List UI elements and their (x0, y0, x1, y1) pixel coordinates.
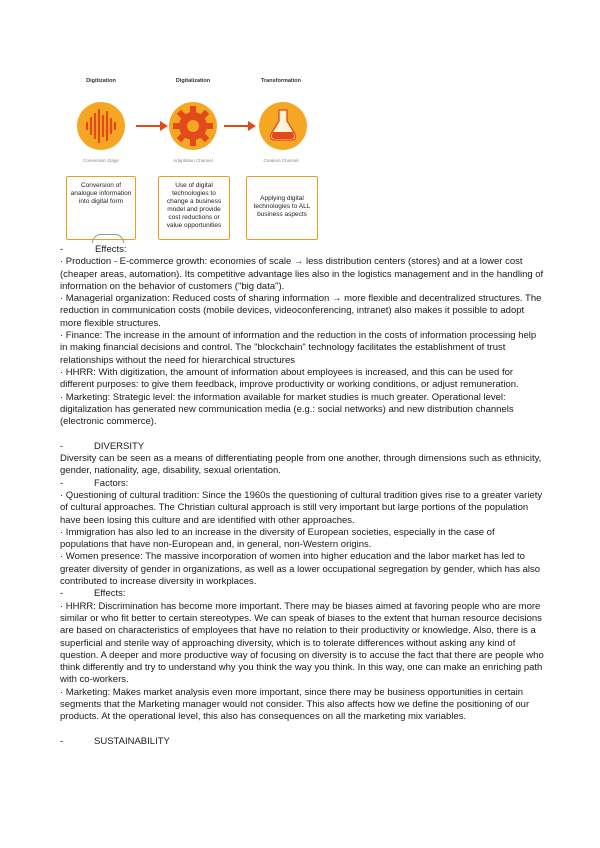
digital-transformation-diagram (62, 72, 322, 247)
paragraph-managerial: · Managerial organization: Reduced costs of sharing information → more flexible and decentralized structures. The reduction in communication costs (mobile devices, videoconferencing, intranet) also makes it possible to adopt more flexible structures. (60, 293, 542, 329)
digitalization-caption: Adaptation Channel (173, 158, 213, 163)
paragraph-production: · Production - E-commerce growth: economies of scale → less distribution centers (stores) and at a lower cost (cheaper areas, automation). Its competitive advantage lies also in the logistics management and in the handling of information on the behavior of customers ("big data"). (60, 256, 544, 292)
paragraph-immigration: · Immigration has also led to an increase in the diversity of European societies, especially in the case of populations that have non-European and, in general, non-Western origins. (60, 526, 495, 551)
paragraph-hhrr-1: · HHRR: With digitization, the amount of information about employees is increased, and this can be used for different purposes: to give them feedback, improve productivity or working conditions, or adjust remuneration. (60, 366, 519, 391)
effects-heading-2: - Effects: (60, 588, 126, 600)
transformation-title: Transformation (260, 78, 302, 84)
paragraph-diversity: Diversity can be seen as a means of differentiating people from one another, through dimensions such as ethnicity, gender, nationality, age, disability, sexual orientation. (60, 453, 542, 477)
paragraph-women: · Women presence: The massive incorporation of women into higher education and the labor market has led to greater diversity of gender in organizations, as well as a lower occupational segregation by gender, which has also contributed to increase diversity in workplaces. (60, 551, 541, 588)
digitization-title: Digitization (86, 78, 116, 84)
flask-icon (259, 102, 307, 150)
arrow-right-icon (136, 121, 168, 131)
diversity-heading: - DIVERSITY (60, 440, 145, 452)
arrow-right-icon (224, 121, 256, 131)
soundwave-icon (77, 102, 125, 150)
sustainability-heading: - SUSTAINABILITY (60, 735, 170, 747)
paragraph-marketing-2: · Marketing: Makes market analysis even more important, since there may be business opportunities in certain segments that the Marketing manager would not consider. This also affects how we define the positioning of our products. At the operational level, this also has consequences on all the marketing mix variables. (60, 686, 530, 723)
document-body (60, 244, 545, 748)
paragraph-marketing-1: · Marketing: Strategic level: the information available for market studies is much greater. Operational level: digitalization has generated new communication media (e.g.: social networks) and new distribution channels (electronic commerce). (60, 391, 514, 428)
paragraph-hhrr-2: · HHRR: Discrimination has become more important. There may be biases aimed at favoring people who are more similar or who fit better to certain stereotypes. We can speak of biases to the extent that human resource decisions are based on characteristics of employees that have no relation to their productivity or knowledge. Also, there is a superficial and sterile way of approaching diversity, which is to tolerate differences without asking any kind of question. A deeper and more productive way of focusing on diversity is to accuse the fact that there are people who think differently and try to understand why you think the way you think. In this way, one can make an enriching path with co-workers. (60, 600, 544, 686)
transformation-caption: Creation Channel (263, 158, 299, 163)
diagram-icons (62, 86, 322, 186)
digitalization-box: Use of digital technologies to change a business model and provide cost reductions or value opportunities (158, 176, 230, 240)
paragraph-questioning: · Questioning of cultural tradition: Since the 1960s the questioning of cultural tradition gives rise to a greater variety of cultural approaches. The Christian cultural approach is still very important but large portions of the population have been losing this culture and are identified with other approaches. (60, 489, 543, 526)
effects-heading-1: - Effects: (60, 244, 127, 255)
digitalization-title: Digitalization (175, 78, 211, 84)
paragraph-finance: · Finance: The increase in the amount of information and the reduction in the costs of information processing help in making financial decisions and control. The "blockchain" technology facilitates the establishment of trust relationships without the need for hierarchical structures (60, 330, 537, 366)
gear-icon (169, 102, 217, 150)
digitization-caption: Conversion Stage (83, 158, 119, 163)
factors-heading: - Factors: (60, 477, 129, 489)
decorative-arc (92, 234, 124, 243)
transformation-box: Applying digital technologies to ALL business aspects (246, 176, 318, 240)
digitization-box: Conversion of analogue information into digital form (66, 176, 136, 240)
